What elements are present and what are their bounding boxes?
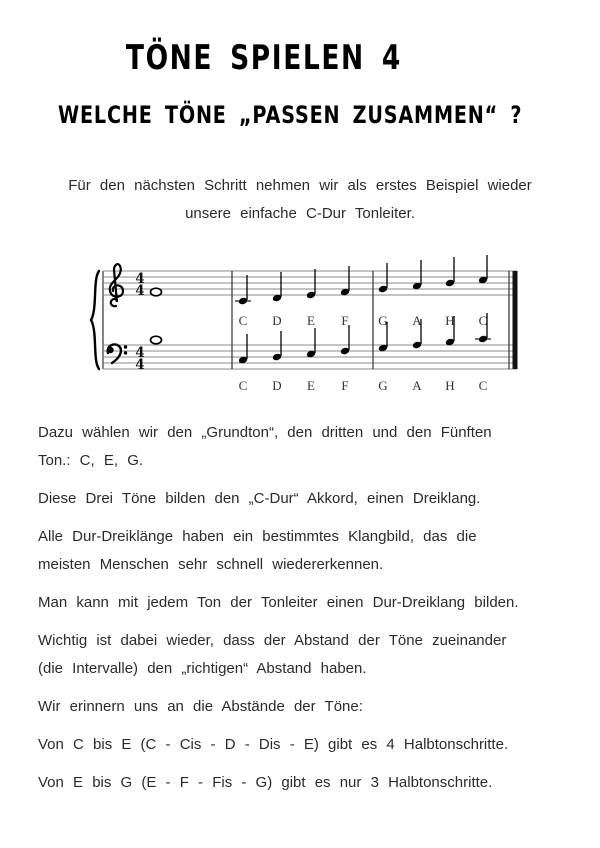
note-letter: H — [445, 313, 455, 328]
treble-notes — [235, 255, 488, 305]
treble-staff-lines — [103, 271, 517, 295]
note-letter: C — [238, 313, 248, 328]
note-letter: C — [238, 378, 248, 393]
paragraph — [38, 769, 578, 797]
text-line: Dazu wählen wir den „Grundton“, den dritten und den Fünften — [38, 424, 492, 441]
text-line: Von E bis G (E - F - Fis - G) gibt es nur 3 Halbtonschritte. — [38, 774, 493, 791]
paragraph — [38, 419, 578, 475]
text-line: Diese Drei Töne bilden den „C-Dur“ Akkord, einen Dreiklang. — [38, 490, 481, 507]
time-signature-bass — [135, 345, 144, 373]
note-letter: D — [272, 313, 282, 328]
text-line: Man kann mit jedem Ton der Tonleiter einen Dur-Dreiklang bilden. — [38, 594, 519, 611]
paragraph — [38, 589, 578, 617]
text-line: Von C bis E (C - Cis - D - Dis - E) gibt es 4 Halbtonschritte. — [38, 736, 509, 753]
paragraph — [38, 627, 578, 683]
svg-text:4: 4 — [135, 357, 145, 373]
treble-clef-icon — [110, 264, 123, 306]
note-letter: A — [412, 313, 422, 328]
text-line: Wichtig ist dabei wieder, dass der Abstand der Töne zueinander — [38, 632, 507, 649]
page-title-text: TÖNE SPIELEN 4 — [125, 38, 402, 78]
intro-line: Für den nächsten Schritt nehmen wir als erstes Beispiel wieder — [68, 177, 532, 194]
treble-note-letters — [239, 313, 488, 328]
whole-note — [151, 288, 162, 296]
intro-paragraph — [0, 172, 600, 228]
note-letter: C — [478, 378, 488, 393]
text-line: meisten Menschen sehr schnell wiedererkennen. — [38, 556, 384, 573]
whole-note — [151, 336, 162, 344]
music-score — [85, 253, 535, 398]
note-letter: D — [272, 378, 282, 393]
paragraph — [38, 523, 578, 579]
note-letter: F — [341, 378, 349, 393]
note-letter: C — [478, 313, 488, 328]
time-signature-treble — [135, 271, 144, 299]
text-line: Ton.: C, E, G. — [38, 452, 144, 469]
note-letter: H — [445, 378, 455, 393]
paragraph — [38, 693, 578, 721]
note-letter: A — [412, 378, 422, 393]
body-text — [38, 419, 578, 807]
paragraph — [38, 485, 578, 513]
text-line: Alle Dur-Dreiklänge haben ein bestimmtes Klangbild, das die — [38, 528, 477, 545]
final-barline-thick — [513, 271, 518, 369]
svg-text:4: 4 — [135, 345, 145, 361]
intro-line: unsere einfache C-Dur Tonleiter. — [185, 205, 415, 222]
page-title — [0, 36, 527, 80]
svg-text:4: 4 — [135, 271, 145, 287]
note-letter: E — [307, 378, 315, 393]
grand-staff — [85, 253, 535, 398]
note-letter: G — [378, 313, 388, 328]
brace-icon — [91, 271, 99, 369]
text-line: (die Intervalle) den „richtigen“ Abstand haben. — [38, 660, 367, 677]
page-subtitle-text: WELCHE TÖNE „PASSEN ZUSAMMEN“ ? — [58, 101, 523, 129]
svg-text:4: 4 — [135, 283, 145, 299]
note-letter: F — [341, 313, 349, 328]
paragraph — [38, 731, 578, 759]
note-letter: E — [307, 313, 315, 328]
bass-note-letters — [239, 378, 488, 393]
note-letter: G — [378, 378, 388, 393]
page-subtitle — [0, 99, 527, 131]
bass-clef-icon — [107, 344, 127, 363]
text-line: Wir erinnern uns an die Abstände der Töne: — [38, 698, 363, 715]
